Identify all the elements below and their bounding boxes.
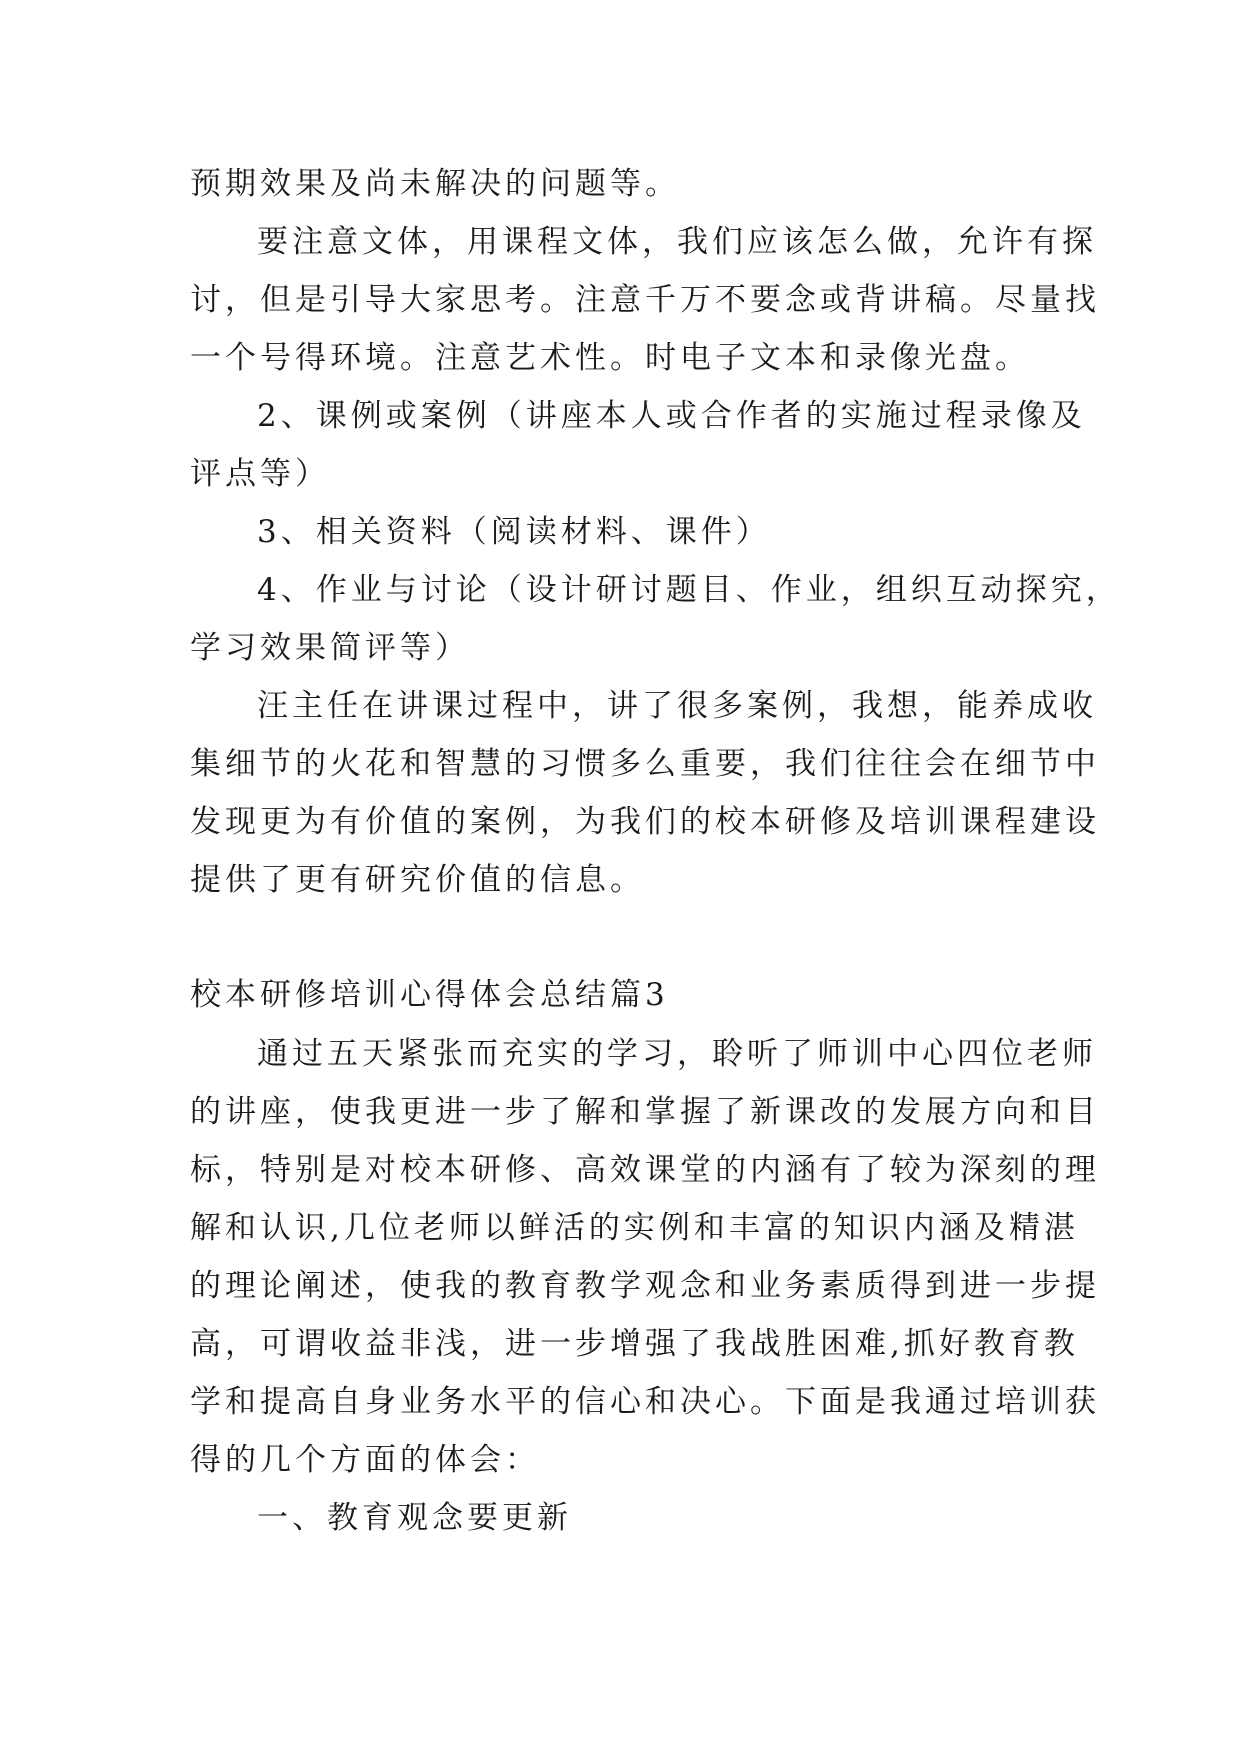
text-line: 要注意文体，用课程文体，我们应该怎么做，允许有探 — [257, 224, 1097, 260]
text-line: 标，特别是对校本研修、高效课堂的内涵有了较为深刻的理 — [190, 1152, 1100, 1188]
text-line: 的讲座，使我更进一步了解和掌握了新课改的发展方向和目 — [190, 1094, 1100, 1130]
text-line: 预期效果及尚未解决的问题等。 — [190, 166, 680, 202]
text-line: 的理论阐述，使我的教育教学观念和业务素质得到进一步提 — [190, 1268, 1100, 1304]
text-line: 高，可谓收益非浅，进一步增强了我战胜困难,抓好教育教 — [190, 1326, 1079, 1362]
text-line: 得的几个方面的体会： — [190, 1442, 540, 1478]
text-line: 讨，但是引导大家思考。注意千万不要念或背讲稿。尽量找 — [190, 282, 1100, 318]
text-line: 评点等） — [190, 456, 330, 492]
text-line: 4、作业与讨论（设计研讨题目、作业，组织互动探究， — [257, 572, 1121, 608]
text-line: 学和提高自身业务水平的信心和决心。下面是我通过培训获 — [190, 1384, 1100, 1420]
text-line: 提供了更有研究价值的信息。 — [190, 862, 645, 898]
text-line: 一个号得环境。注意艺术性。时电子文本和录像光盘。 — [190, 340, 1030, 376]
text-line: 学习效果简评等） — [190, 630, 470, 666]
text-line: 集细节的火花和智慧的习惯多么重要，我们往往会在细节中 — [190, 746, 1100, 782]
section-heading: 校本研修培训心得体会总结篇3 — [190, 977, 669, 1013]
text-line: 3、相关资料（阅读材料、课件） — [257, 514, 771, 550]
text-line: 发现更为有价值的案例，为我们的校本研修及培训课程建设 — [190, 804, 1100, 840]
text-line: 汪主任在讲课过程中，讲了很多案例，我想，能养成收 — [257, 688, 1097, 724]
text-line: 一、教育观念要更新 — [257, 1500, 572, 1536]
text-line: 通过五天紧张而充实的学习，聆听了师训中心四位老师 — [257, 1036, 1097, 1072]
text-line: 解和认识,几位老师以鲜活的实例和丰富的知识内涵及精湛 — [190, 1210, 1079, 1246]
text-line: 2、课例或案例（讲座本人或合作者的实施过程录像及 — [257, 398, 1086, 434]
